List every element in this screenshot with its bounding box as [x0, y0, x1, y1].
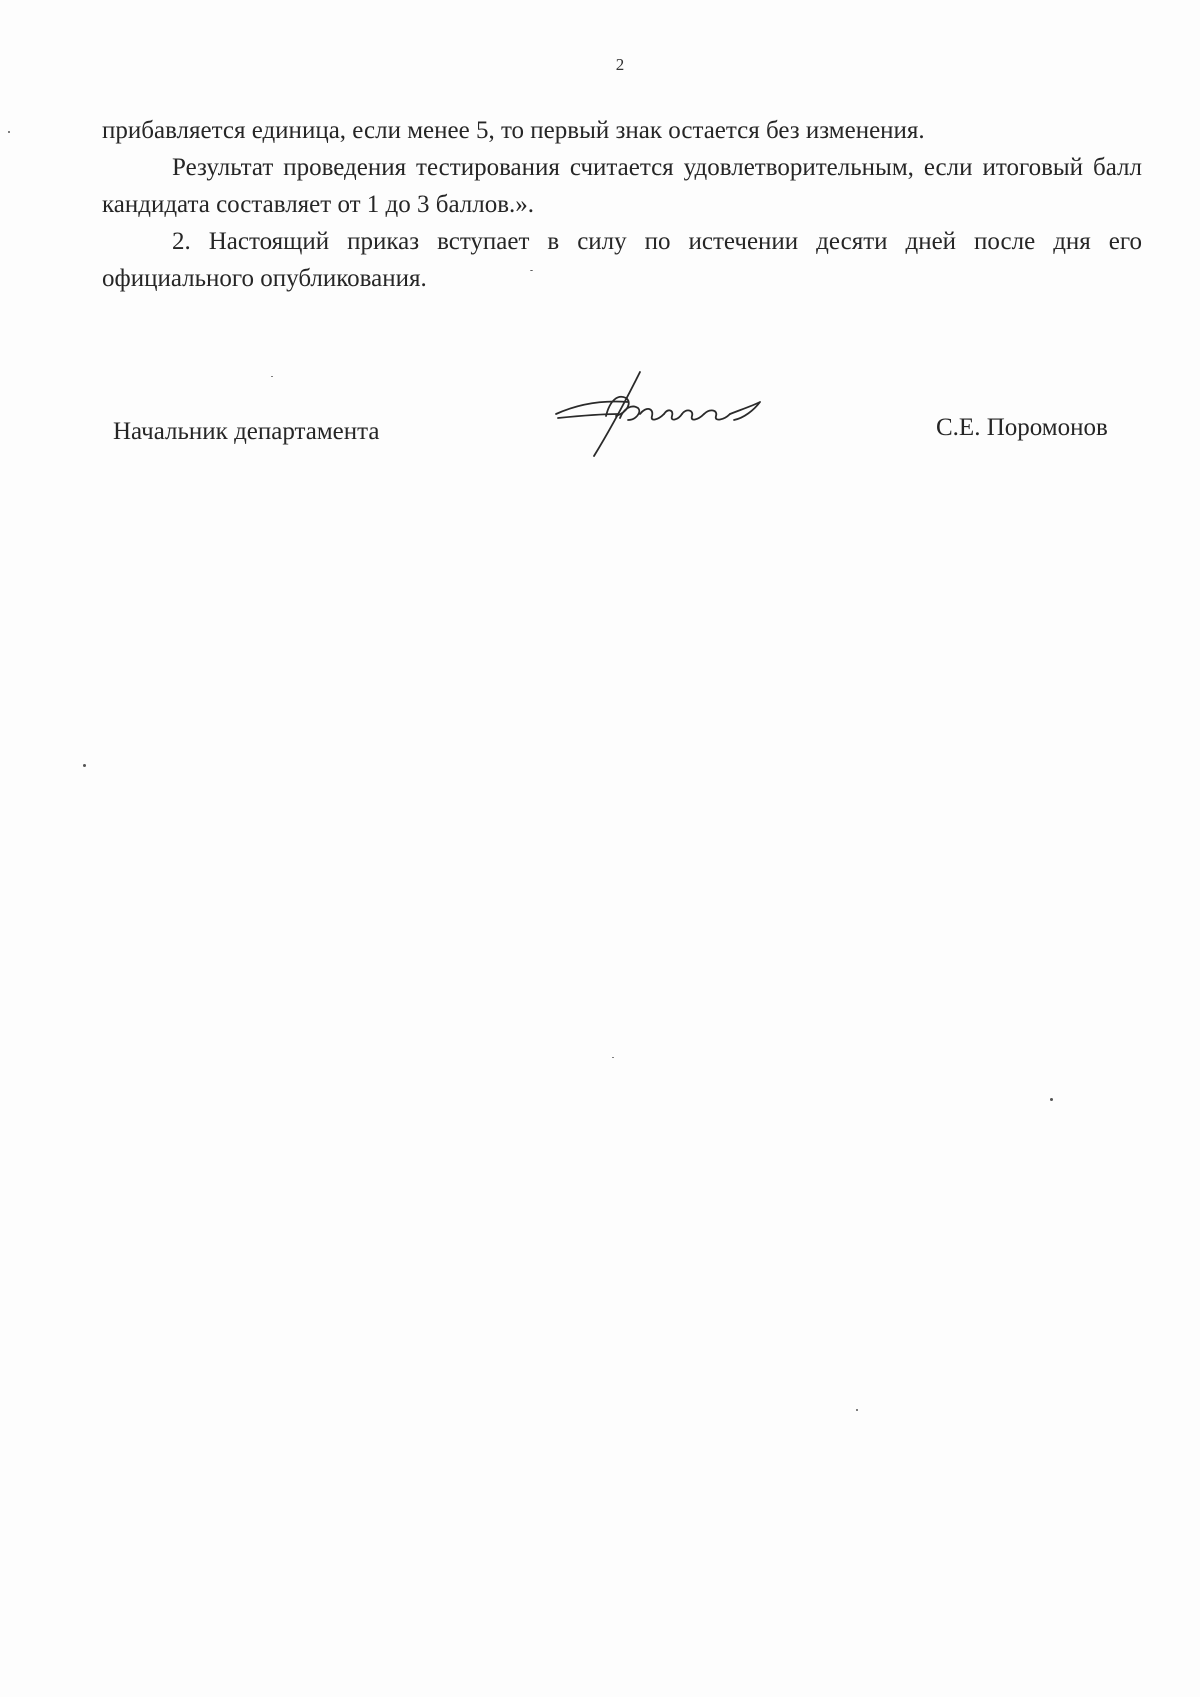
handwritten-signature: [548, 370, 768, 460]
scan-speck: [612, 1057, 614, 1058]
scan-speck: [856, 1409, 858, 1411]
paragraph-test-result: Результат проведения тестирования считается удовлетворительным, если итоговый балл кандидата составляет от 1 до 3 баллов.».: [102, 154, 1142, 218]
scan-speck: [83, 764, 86, 767]
scan-speck: [530, 270, 533, 271]
paragraph-effective-date: 2. Настоящий приказ вступает в силу по истечении десяти дней после дня его официального опубликования.: [102, 228, 1142, 292]
scan-speck: [8, 131, 10, 133]
signature-block: [0, 370, 1200, 460]
signer-name: С.Е. Поромонов: [936, 414, 1108, 441]
scan-speck: [1050, 1098, 1053, 1101]
scan-speck: [271, 376, 273, 377]
position-title: Начальник департамента: [113, 418, 380, 445]
paragraph-rounding-rule: прибавляется единица, если менее 5, то первый знак остается без изменения.: [102, 117, 925, 144]
page-number: 2: [615, 55, 625, 74]
document-body: [102, 112, 1142, 297]
